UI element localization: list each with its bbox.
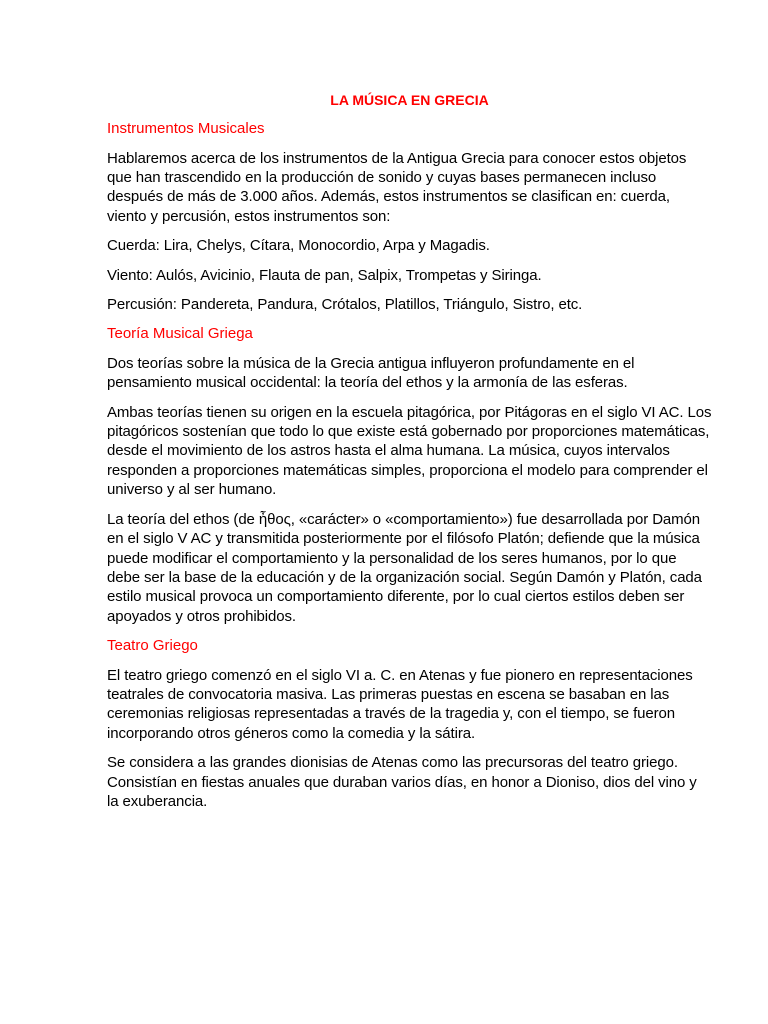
paragraph: Hablaremos acerca de los instrumentos de la Antigua Grecia para conocer estos objetos que han trascendido en la producción de sonido y cuyas bases permanecen incluso después de más de 3.000 años. Además, estos instrumentos se clasifican en: cuerda, viento y percusión, estos instrumentos son: xyxy=(107,149,687,225)
paragraph: Ambas teorías tienen su origen en la escuela pitagórica, por Pitágoras en el siglo VI AC. Los pitagóricos sostenían que todo lo que existe está gobernado por proporciones matemáticas, desde el movimiento de los astros hasta el alma humana. La música, cuyos intervalos responden a proporciones matemáticas simples, proporciona el modelo para comprender el universo y al ser humano. xyxy=(107,403,712,499)
paragraph: Percusión: Pandereta, Pandura, Crótalos, Platillos, Triángulo, Sistro, etc. xyxy=(107,295,583,313)
paragraph: Se considera a las grandes dionisias de Atenas como las precursoras del teatro griego. Consistían en fiestas anuales que duraban varios días, en honor a Dioniso, dios del vino y la exuberancia. xyxy=(107,754,697,811)
paragraph: Viento: Aulós, Avicinio, Flauta de pan, Salpix, Trompetas y Siringa. xyxy=(107,266,542,284)
paragraph: Dos teorías sobre la música de la Grecia antigua influyeron profundamente en el pensamiento musical occidental: la teoría del ethos y la armonía de las esferas. xyxy=(107,354,635,392)
document-title: LA MÚSICA EN GRECIA xyxy=(330,92,489,108)
paragraph: El teatro griego comenzó en el siglo VI a. C. en Atenas y fue pionero en representaciones teatrales de convocatoria masiva. Las primeras puestas en escena se basaban en las ceremonias religiosas representadas a través de la tragedia y, con el tiempo, se fueron incorporando otros géneros como la comedia y la sátira. xyxy=(107,666,693,742)
section-teoria xyxy=(107,324,712,626)
paragraph: Cuerda: Lira, Chelys, Cítara, Monocordio, Arpa y Magadis. xyxy=(107,237,490,255)
section-heading: Teoría Musical Griega xyxy=(107,325,253,343)
section-teatro xyxy=(107,636,712,811)
section-heading: Teatro Griego xyxy=(107,637,198,655)
section-instrumentos xyxy=(107,119,712,314)
paragraph: La teoría del ethos (de ἦθος, «carácter» o «comportamiento») fue desarrollada por Damón en el siglo V AC y transmitida posteriormente por el filósofo Platón; defiende que la música puede modificar el comportamiento y la personalidad de los seres humanos, por lo que debe ser la base de la educación y de la organización social. Según Damón y Platón, cada estilo musical provoca un comportamiento diferente, por lo cual ciertos estilos deben ser apoyados y otros prohibidos. xyxy=(107,510,702,625)
section-heading: Instrumentos Musicales xyxy=(107,120,265,137)
